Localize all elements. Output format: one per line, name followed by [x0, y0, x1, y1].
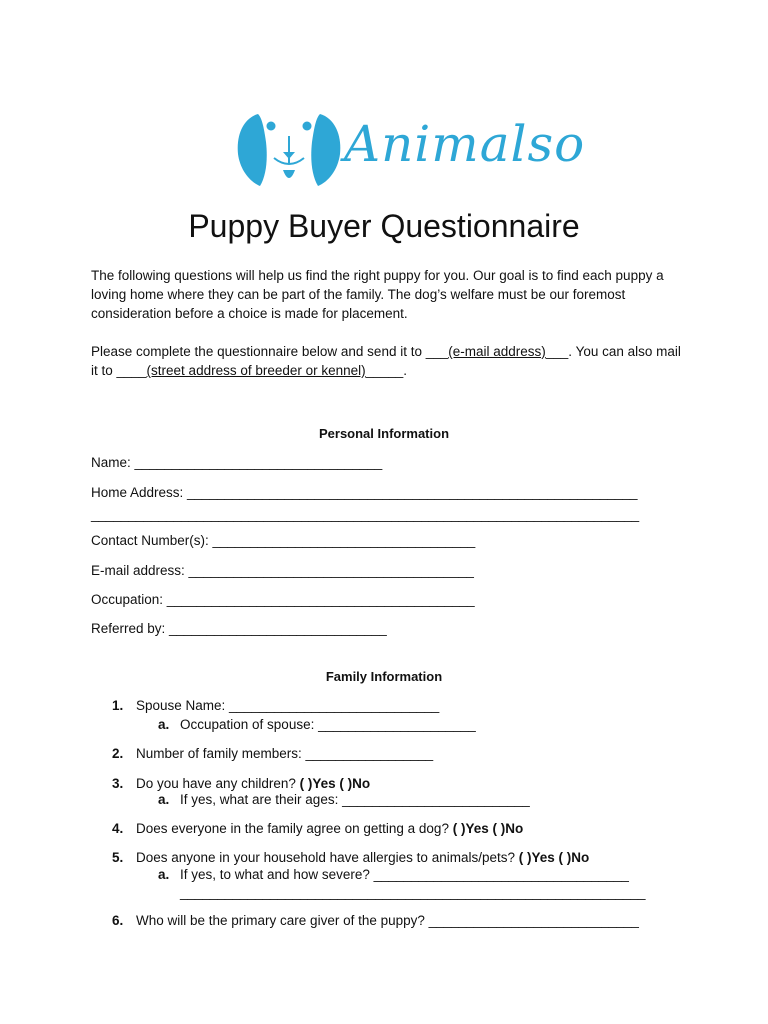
home-address-line2: _________________________________________________________________________	[91, 507, 640, 522]
brand-name: Animalso	[344, 115, 586, 173]
question-number: 5.	[112, 850, 124, 865]
question-number: 6.	[112, 913, 124, 928]
question-text: Occupation of spouse: _____________________	[180, 717, 476, 732]
animalso-logo	[236, 108, 586, 190]
allergies-detail-line2: ______________________________________________________________	[180, 885, 646, 900]
question-text: Who will be the primary care giver of the puppy? ____________________________	[136, 913, 639, 928]
question-family-members	[112, 745, 433, 763]
question-number: 1.	[112, 698, 124, 713]
name-field: Name: _________________________________	[91, 455, 383, 470]
question-spouse-name	[112, 697, 439, 715]
send-instructions	[91, 342, 691, 380]
question-family-agree	[112, 820, 523, 838]
email-placeholder: (e-mail address)	[448, 344, 546, 359]
question-primary-caregiver	[112, 912, 639, 930]
home-address-field: Home Address: ____________________________________________________________	[91, 485, 638, 500]
yes-no-options: ( )Yes ( )No	[518, 850, 590, 865]
sub-letter: a.	[158, 792, 170, 807]
question-text: Does anyone in your household have allergies to animals/pets?	[136, 850, 515, 865]
question-allergies	[112, 849, 589, 867]
family-info-heading: Family Information	[325, 669, 443, 684]
question-number: 2.	[112, 746, 124, 761]
question-text: Does everyone in the family agree on getting a dog?	[136, 821, 449, 836]
referred-by-field: Referred by: _____________________________	[91, 621, 387, 636]
question-number: 4.	[112, 821, 124, 836]
yes-no-options: ( )Yes ( )No	[452, 821, 524, 836]
question-text: If yes, what are their ages: _________________________	[180, 792, 530, 807]
occupation-field: Occupation: _________________________________________	[91, 592, 475, 607]
question-text: Number of family members: _________________	[136, 746, 434, 761]
send-pre: Please complete the questionnaire below and send it to ___	[91, 344, 449, 359]
dog-face-icon	[236, 108, 342, 190]
intro-paragraph: The following questions will help us find the right puppy for you. Our goal is to find each puppy a loving home where they can be part of the family. The dog’s welfare must be our foremost consideration before a choice is made for placement.	[91, 268, 664, 321]
question-children-ages	[158, 791, 530, 809]
question-text: Do you have any children?	[136, 776, 296, 791]
question-text: If yes, to what and how severe? __________________________________	[180, 867, 629, 882]
personal-info-heading: Personal Information	[318, 426, 450, 441]
question-number: 3.	[112, 776, 124, 791]
send-mid: ___. You can also mail it to ____	[91, 344, 681, 378]
page-title: Puppy Buyer Questionnaire	[188, 208, 580, 244]
question-spouse-occupation	[158, 716, 476, 734]
send-post: _____.	[365, 363, 407, 378]
contact-number-field: Contact Number(s): ___________________________________	[91, 533, 476, 548]
yes-no-options: ( )Yes ( )No	[299, 776, 371, 791]
sub-letter: a.	[158, 717, 170, 732]
sub-letter: a.	[158, 867, 170, 882]
email-field: E-mail address: ______________________________________	[91, 563, 474, 578]
address-placeholder: (street address of breeder or kennel)	[146, 363, 366, 378]
question-text: Spouse Name: ____________________________	[136, 698, 440, 713]
question-allergies-detail	[158, 866, 629, 884]
